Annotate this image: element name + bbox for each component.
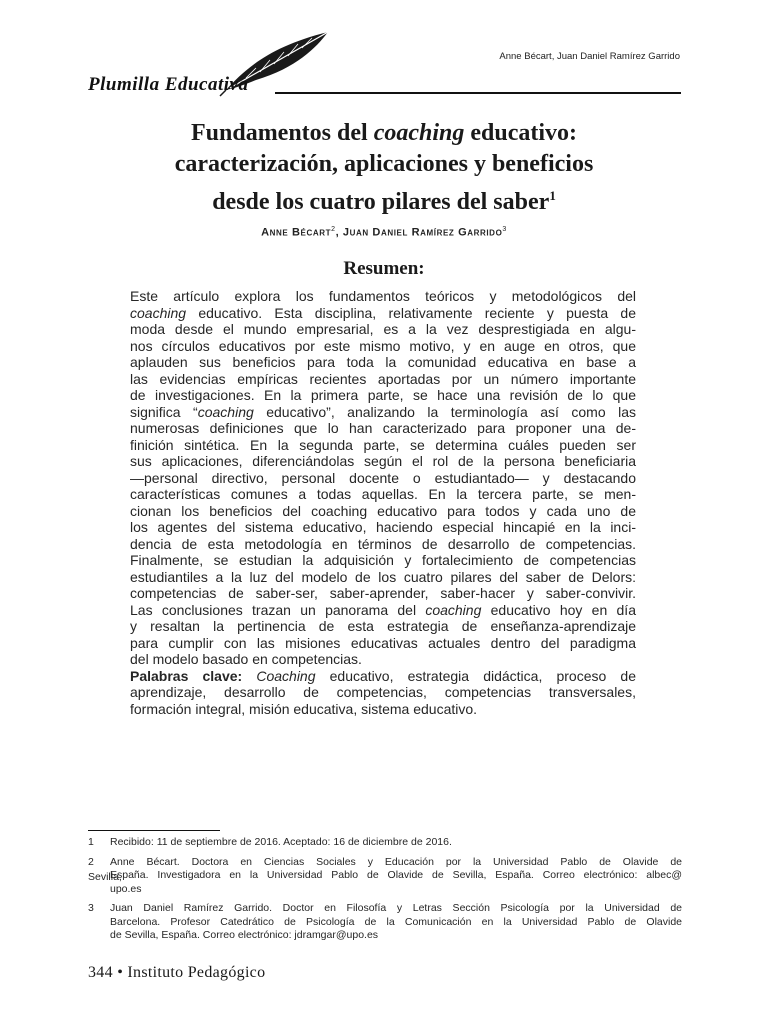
footnote-number: 1	[88, 836, 94, 848]
abstract-line: competencias de saber-ser, saber-aprender, saber-hacer y saber-convivir.	[130, 585, 636, 601]
footnote-ref: 2	[331, 226, 336, 233]
abstract-line: dencia de esta metodología en términos de desarrollo de competencias.	[130, 535, 636, 552]
overlapping-text: Sevilla,	[88, 871, 122, 883]
title-italic: coaching	[373, 120, 465, 146]
footnote-text: Anne Bécart. Doctora en Ciencias Sociales y Educación por la Universidad Pablo de Olavide de	[110, 855, 682, 868]
abstract-line: sus aplicaciones, diferenciándolas según el rol de la persona beneficiaria	[130, 453, 636, 469]
footnote-ref: 1	[549, 188, 556, 203]
abstract-line	[130, 602, 636, 619]
keywords-label: Palabras clave:	[130, 667, 243, 684]
author-name: Juan Daniel Ramírez Garrido	[342, 226, 503, 239]
article-authors	[110, 226, 658, 239]
footnote-3	[88, 902, 682, 943]
title-line-3	[110, 180, 658, 218]
footnote-number: 2	[88, 855, 94, 868]
footnote-text: Barcelona. Profesor Catedrático de Psicología de la Comunicación en la Universidad Pablo de Olavide	[110, 915, 682, 928]
keywords-text: educativo, estrategia didáctica, proceso de	[315, 667, 636, 684]
abstract-text: educativo. Esta disciplina, relativamente reciente y puesta de	[186, 304, 636, 321]
footnote-text: Recibido: 11 de septiembre de 2016. Aceptado: 16 de diciembre de 2016.	[110, 836, 452, 848]
header-rule	[275, 92, 681, 94]
abstract-line: nos círculos educativos por este mismo motivo, y en auge en otros, que	[130, 337, 636, 354]
abstract-line	[130, 404, 636, 421]
article-title	[110, 118, 658, 218]
page-footer: 344 • Instituto Pedagógico	[88, 964, 266, 981]
footnote-2	[88, 856, 682, 897]
footnote-text: España. Investigadora en la Universidad Pablo de Olavide de Sevilla, España. Correo electrónico: albec@	[110, 869, 682, 881]
abstract-line: finición sintética. En la segunda parte, se determina cuáles pueden ser	[130, 436, 636, 453]
footnote-text: de Sevilla, España. Correo electrónico: jdramgar@upo.es	[110, 929, 379, 941]
abstract-line: moda desde el mundo empresarial, es a la vez desprestigiada en algu-	[130, 321, 636, 337]
title-line-1	[110, 118, 658, 149]
abstract-line: Este artículo explora los fundamentos teóricos y metodológicos del	[130, 288, 636, 304]
abstract-line: aplauden sus beneficios para toda la comunidad educativa en base a	[130, 354, 636, 370]
italic-term: coaching	[425, 601, 482, 618]
abstract-line: características comunes a todas aquellas. En la tercera parte, se men-	[130, 486, 636, 502]
keywords-line: formación integral, misión educativa, sistema educativo.	[130, 700, 478, 717]
abstract-text: educativo hoy en día	[481, 601, 636, 618]
abstract-line: estudiantiles a la luz del modelo de los cuatro pilares del saber de Delors:	[130, 568, 636, 585]
abstract-line: —personal directivo, personal docente o estudiantado— y destacando	[130, 469, 636, 486]
keywords-line	[130, 668, 636, 685]
footnote-text: upo.es	[110, 882, 142, 895]
abstract-line: y resaltan la pertinencia de esta estrategia de enseñanza-aprendizaje	[130, 618, 636, 634]
running-header-authors: Anne Bécart, Juan Daniel Ramírez Garrido	[499, 51, 680, 62]
keywords-line: aprendizaje, desarrollo de competencias, competencias transversales,	[130, 684, 636, 700]
abstract-line: para cumplir con las misiones educativas actuales dentro del paradigma	[130, 634, 636, 651]
footnotes	[88, 836, 682, 949]
title-text: desde los cuatro pilares del saber	[212, 189, 550, 215]
italic-term: Coaching	[256, 667, 316, 684]
italic-term: coaching	[197, 403, 254, 420]
italic-term: coaching	[130, 304, 187, 321]
abstract-line: de investigaciones. En la primera parte, se hace una revisión de lo que	[130, 387, 636, 403]
abstract-line: numerosas definiciones que lo han caracterizado para proponer una de-	[130, 420, 636, 436]
footnote-ref: 3	[502, 226, 507, 233]
journal-logo-text: Plumilla Educativa	[88, 74, 249, 95]
title-text: Fundamentos del	[190, 120, 374, 146]
abstract-line: las evidencias empíricas recientes aportadas por un número importante	[130, 370, 636, 387]
abstract-line: los agentes del sistema educativo, haciendo especial hincapié en la inci-	[130, 519, 636, 535]
abstract-line: Finalmente, se estudian la adquisición y fortalecimiento de competencias	[130, 552, 636, 568]
abstract-text: Las conclusiones trazan un panorama del	[130, 601, 426, 618]
title-line-2: caracterización, aplicaciones y beneficios	[174, 151, 594, 177]
abstract-line: del modelo basado en competencias.	[130, 651, 362, 667]
footnote-number: 3	[88, 902, 94, 914]
footnote-1	[88, 836, 682, 850]
abstract-body	[130, 288, 636, 717]
author-separator: ,	[335, 226, 343, 239]
abstract-text: educativo”, analizando la terminología así como las	[253, 403, 636, 420]
author-name: Anne Bécart	[261, 226, 332, 239]
abstract-text: significa “	[130, 403, 198, 420]
journal-logo	[88, 28, 288, 103]
footnote-rule	[88, 830, 220, 831]
abstract-line	[130, 305, 636, 322]
abstract-line: cionan los beneficios del coaching educativo para todos y cada uno de	[130, 502, 636, 519]
title-text: educativo:	[464, 120, 578, 146]
footnote-text: Juan Daniel Ramírez Garrido. Doctor en Filosofía y Letras Sección Psicología por la Universidad de	[110, 902, 682, 914]
abstract-heading: Resumen:	[343, 258, 425, 279]
